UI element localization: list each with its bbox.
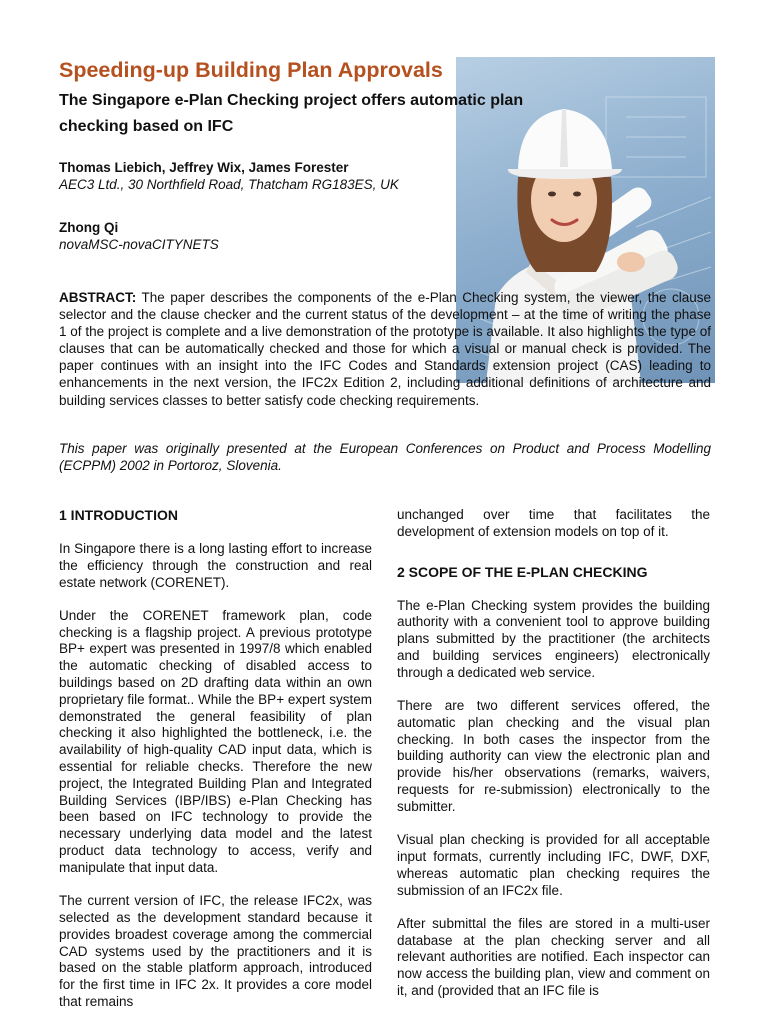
- paragraph: In Singapore there is a long lasting effort to increase the efficiency through the construction and real estate network (CORENET).: [59, 541, 372, 590]
- abstract-text: The paper describes the components of the e-Plan Checking system, the viewer, the clause selector and the clause checker and the current status of the development – at the time of writing the phase 1 of the project is complete and a live demonstration of the prototype is available. It also highlights the type of clauses that can be automatically checked and those for which a visual or manual check is provided. The paper continues with an insight into the IFC Codes and Standards extension project (CAS) leading to enhancements in the next version, the IFC2x Edition 2, including additional definitions of architecture and building services classes to better satisfy code checking requirements.: [59, 290, 712, 408]
- author-affiliation: novaMSC-novaCITYNETS: [59, 237, 219, 252]
- author-affiliation: AEC3 Ltd., 30 Northfield Road, Thatcham RG183ES, UK: [59, 177, 399, 192]
- paragraph: Visual plan checking is provided for all acceptable input formats, currently including IFC, DWF, DXF, whereas automatic plan checking requires the submission of an IFC2x file.: [397, 832, 710, 898]
- abstract: [59, 289, 711, 409]
- paragraph: Under the CORENET framework plan, code checking is a flagship project. A previous prototype BP+ expert was presented in 1997/8 which enabled the automatic checking of disabled access to buildings based on 2D drafting data within an own proprietary file format.. While the BP+ expert system demonstrated the general feasibility of plan checking it also highlighted the bottleneck, i.e. the availability of high-quality CAD input data, which is essential for reliable checks. Therefore the new project, the Integrated Building Plan and Integrated Building Services (IBP/IBS) e-Plan Checking has been based on IFC technology to provide the necessary underlying data model and the latest product data technology to access, verify and manipulate that input data.: [59, 607, 372, 875]
- abstract-label: ABSTRACT:: [59, 290, 137, 305]
- paragraph: The current version of IFC, the release IFC2x, was selected as the development standard because it provides broadest coverage among the commercial CAD systems used by the practitioners and it is based on the stable platform approach, introduced for the first time in IFC 2x. It provides a core model that remains: [59, 893, 372, 1009]
- right-column: [397, 507, 710, 1016]
- author-names: Thomas Liebich, Jeffrey Wix, James Forester: [59, 160, 349, 175]
- author-names: Zhong Qi: [59, 220, 119, 235]
- paragraph: unchanged over time that facilitates the development of extension models on top of it.: [397, 507, 710, 539]
- paragraph: The e-Plan Checking system provides the building authority with a convenient tool to approve building plans submitted by the practitioner (the architects and building services engineers) electronically through a dedicated web service.: [397, 597, 710, 680]
- paper-subtitle: The Singapore e-Plan Checking project offers automatic plan checking based on IFC: [59, 92, 524, 135]
- author-block: [59, 159, 399, 193]
- author-block: [59, 219, 219, 253]
- section-heading: 2 SCOPE OF THE E-PLAN CHECKING: [397, 563, 648, 580]
- paragraph: After submittal the files are stored in a multi-user database at the plan checking server and all relevant authorities are notified. Each inspector can now access the building plan, view and comment on it, and (provided that an IFC file is: [397, 915, 710, 999]
- paper-title: Speeding-up Building Plan Approvals: [59, 58, 443, 82]
- section-heading: 1 INTRODUCTION: [59, 507, 178, 523]
- publication-note: This paper was originally presented at the European Conferences on Product and Process Modelling (ECPPM) 2002 in Portoroz, Slovenia.: [59, 441, 711, 474]
- paragraph: There are two different services offered, the automatic plan checking and the visual plan checking. In both cases the inspector from the building authority can view the electronic plan and provide his/her observations (remarks, waivers, requests for re-submission) electronically to the submitter.: [397, 698, 710, 814]
- left-column: [59, 507, 372, 1027]
